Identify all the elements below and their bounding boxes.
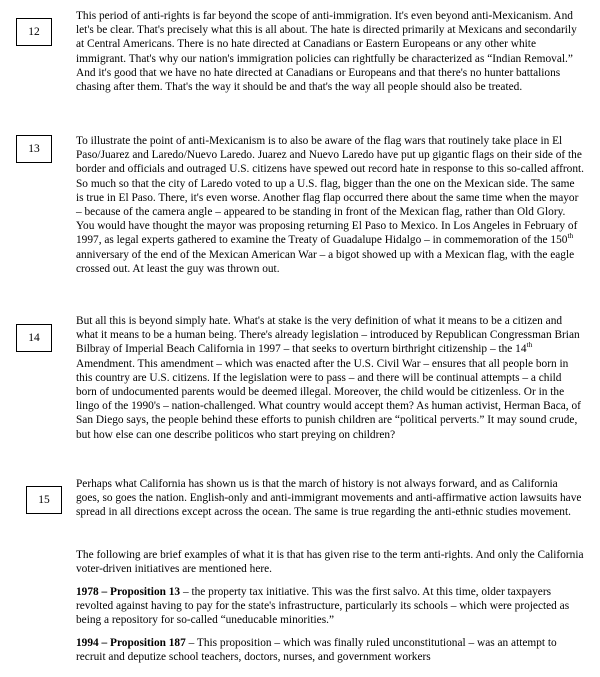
paragraph-number-12: 12 xyxy=(16,18,52,46)
item-1994-text: – This proposition – which was finally ruled unconstitutional – was an attempt to recruit and deputize school teachers, doctors, nurses, and government workers xyxy=(76,637,557,664)
paragraph-14-superscript: th xyxy=(526,340,533,350)
item-1978-heading: 1978 – Proposition 13 xyxy=(76,586,181,598)
paragraph-14-text-a: But all this is beyond simply hate. What's at stake is the very definition of what it means to be a citizen and what it means to be a human being. There's already legislation – introduced by Republican Congressman Brian Bilbray of Imperial Beach California in 1997 – that seeks to overturn birthright citizenship – the 14 xyxy=(76,315,580,356)
item-1978-prop-13 xyxy=(76,585,584,628)
examples-intro: The following are brief examples of what it is that has given rise to the term anti-rights. And only the California voter-driven initiatives are mentioned here. xyxy=(76,549,584,576)
item-1994-prop-187 xyxy=(76,636,584,664)
paragraph-13-text-a: To illustrate the point of anti-Mexicanism is to also be aware of the flag wars that routinely take place in El Paso/Juarez and Laredo/Nuevo Laredo. Juarez and Nuevo Laredo have put up gigantic flags on their side of the border and officials and outraged U.S. citizens have spewed out record hate in response to this so-called affront. So much so that the city of Laredo voted to up a U.S. flag, bigger than the one on the Mexican side. The same is true in El Paso. There, it's even worse. Another flag flap occurred there about the same time when the mayor – because of the camera angle – appeared to be standing in front of the Mexican flag, rather than Old Glory. You would have thought the mayor was proposing returning El Paso to Mexico. In Los Angeles in February of 1997, as legal experts gathered to examine the Treaty of Guadalupe Hidalgo – in commemoration of the 150 xyxy=(76,135,584,247)
paragraph-13-text-b: anniversary of the end of the Mexican American War – a bigot showed up with a Mexican flag, with the eagle crossed out. At least the guy was thrown out. xyxy=(76,248,575,275)
paragraph-number-15: 15 xyxy=(26,486,62,514)
item-1994-heading: 1994 – Proposition 187 xyxy=(76,637,186,649)
paragraph-14 xyxy=(76,314,584,442)
paragraph-12: This period of anti-rights is far beyond the scope of anti-immigration. It's even beyond anti-Mexicanism. And let's be clear. That's precisely what this is all about. The hate is directed primarily at Mexicans and secondarily at Central Americans. There is no hate directed at Canadians or Eastern Europeans or any other white immigrant. That's why our nation's immigration policies can rightfully be characterized as “Indian Removal.” And it's good that we have no hate directed at Canadians or Europeans and that there's no hunter battalions chasing after them. That's the way it should be and that's the way all people should also be treated. xyxy=(76,10,577,94)
paragraph-14-text-b: Amendment. This amendment – which was enacted after the U.S. Civil War – ensures that all people born in this country are U.S. citizens. If the legislation were to pass – and there will be continual attempts – a child born of undocumented parents would be deemed illegal. Moreover, the child would be citizenless. Or in the lingo of the 1990's – nation-challenged. What country would accept them? As human activist, Herman Baca, of San Diego says, the people behind these efforts to punish children are “political perverts.” It may sound crude, but how else can one describe politicos who start preying on children? xyxy=(76,357,581,441)
paragraph-number-13: 13 xyxy=(16,135,52,163)
paragraph-number-14: 14 xyxy=(16,324,52,352)
item-1978-text: – the property tax initiative. This was the first salvo. At this time, older taxpayers revolted against having to pay for the state's infrastructure, particularly its schools – which were projected as being a repository for so-called “uneducable minorities.” xyxy=(76,586,570,627)
paragraph-15: Perhaps what California has shown us is that the march of history is not always forward, and as California goes, so goes the nation. English-only and anti-immigrant movements and anti-affirmative action lawsuits have spread in all directions except across the ocean. The same is true regarding the anti-ethnic studies movement. xyxy=(76,478,582,519)
paragraph-13 xyxy=(76,134,584,276)
paragraph-13-superscript: th xyxy=(567,231,574,241)
